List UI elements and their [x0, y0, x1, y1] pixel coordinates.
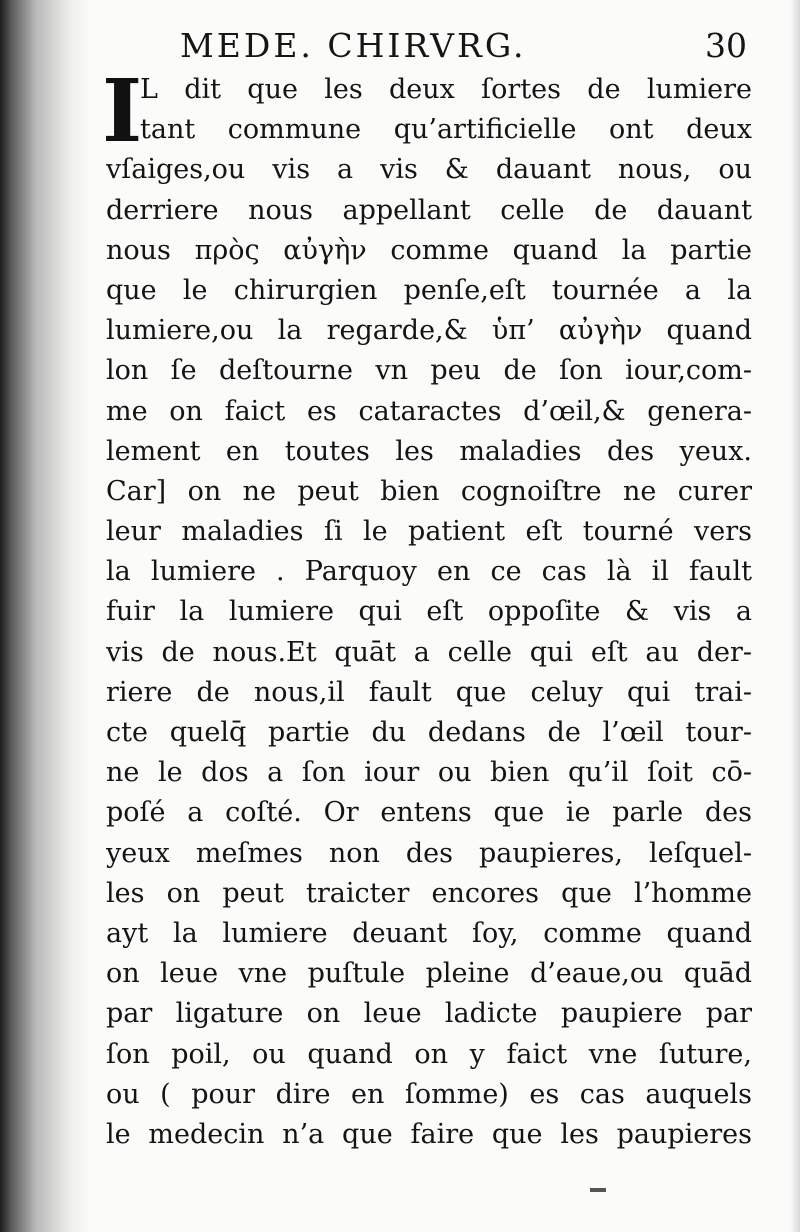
text-line: leur maladies ſi le patient eſt tourné vers [106, 516, 752, 548]
text-line: cte quelq̄ partie du dedans de l’œil tour- [106, 717, 752, 748]
text-line: derriere nous appellant celle de dauant [106, 194, 752, 226]
text-line: fuir la lumiere qui eſt oppoſite & vis a [106, 596, 752, 628]
text-line: que le chirurgien penſe,eſt tournée a la [106, 274, 752, 306]
text-line: L dit que les deux ſortes de lumiere [140, 74, 752, 105]
text-line: par ligature on leue ladicte paupiere par [106, 998, 752, 1030]
page-number: 30 [705, 26, 747, 65]
body-text [102, 61, 752, 1155]
text-line: nous πρὸς αὐγὴν comme quand la partie [106, 234, 752, 266]
binding-shadow [0, 0, 90, 1232]
text-line: on leue vne puſtule pleine d’eaue,ou quād [106, 958, 752, 990]
text-line: Car] on ne peut bien cognoiſtre ne curer [106, 475, 752, 507]
page-header [180, 20, 755, 72]
text-line: lumiere,ou la regarde,& ὑπ’ αὐγὴν quand [106, 315, 752, 347]
text-line: ſon poil, ou quand on y faict vne ſuture, [106, 1038, 752, 1070]
drop-cap: I [102, 61, 143, 162]
text-line: vis de nous.Et quāt a celle qui eſt au der- [106, 636, 752, 668]
running-title: MEDE. CHIRVRG. [180, 26, 527, 65]
text-line: yeux meſmes non des paupieres, leſquel- [106, 837, 752, 869]
text-line: lon ſe deſtourne vn peu de ſon iour,com- [106, 355, 752, 387]
text-line: ou ( pour dire en ſomme) es cas auquels [106, 1078, 752, 1110]
text-line: poſé a coſté. Or entens que ie parle des [106, 797, 752, 829]
text-line: ne le dos a ſon iour ou bien qu’il ſoit cō- [106, 757, 752, 789]
text-line: me on faict es cataractes d’œil,& genera- [106, 395, 752, 427]
text-line: les on peut traicter encores que l’homme [106, 877, 752, 909]
text-line: ayt la lumiere deuant ſoy, comme quand [106, 917, 752, 949]
text-line: lement en toutes les maladies des yeux. [106, 435, 752, 467]
page-edge [790, 0, 800, 1232]
text-line: tant commune qu’artificielle ont deux [140, 114, 752, 146]
text-line: vſaiges,ou vis a vis & dauant nous, ou [106, 154, 752, 186]
ink-mark [590, 1188, 606, 1192]
text-line: le medecin n’a que faire que les paupieres [106, 1118, 752, 1150]
text-line: riere de nous,il fault que celuy qui trai- [106, 676, 752, 708]
text-line: la lumiere . Parquoy en ce cas là il fault [106, 556, 752, 588]
